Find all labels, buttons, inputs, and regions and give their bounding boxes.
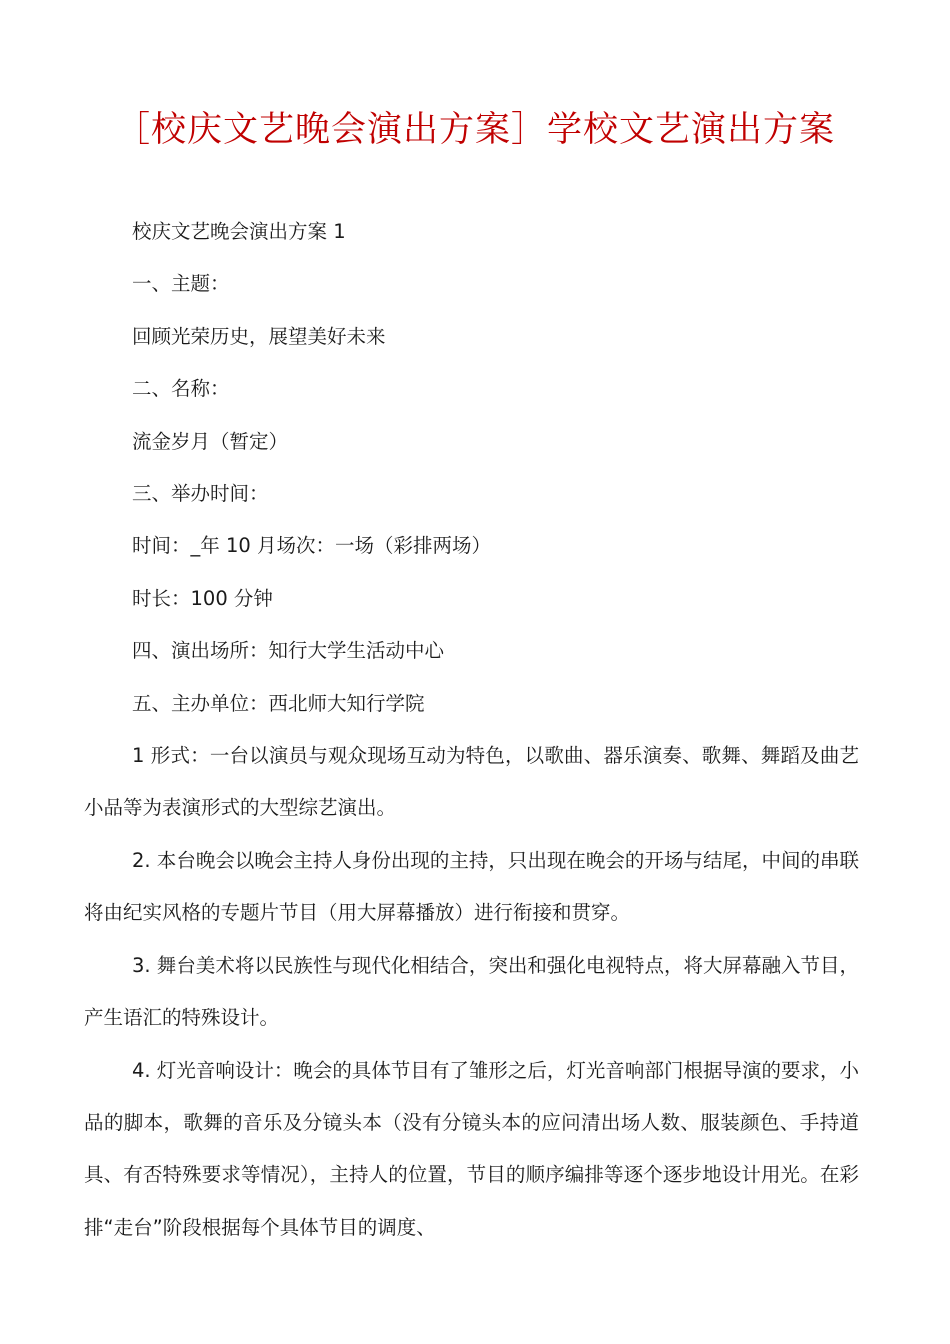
venue-line: 四、演出场所：知行大学生活动中心 — [132, 639, 445, 663]
duration-line: 时长：100 分钟 — [132, 586, 273, 610]
time-line: 时间：_年 10 月场次：一场（彩排两场） — [132, 534, 491, 558]
name-label: 二、名称： — [132, 377, 230, 401]
time-label: 三、举办时间： — [132, 482, 269, 506]
document-title: ［校庆文艺晚会演出方案］学校文艺演出方案 — [114, 110, 835, 150]
item-4-paragraph: 4. 灯光音响设计：晚会的具体节目有了雏形之后，灯光音响部门根据导演的要求，小品的脚本，歌舞的音乐及分镜头本（没有分镜头本的应问清出场人数、服装颜色、手持道具、有否特殊要求等情况），主持人的位置，节目的顺序编排等逐个逐步地设计用光。在彩排“走台”阶段根据每个具体节目的调度、 — [84, 1058, 859, 1239]
section-heading: 校庆文艺晚会演出方案 1 — [132, 220, 346, 243]
item-2-paragraph: 2. 本台晚会以晚会主持人身份出现的主持，只出现在晚会的开场与结尾，中间的串联将由纪实风格的专题片节目（用大屏幕播放）进行衔接和贯穿。 — [84, 848, 859, 925]
theme-text: 回顾光荣历史，展望美好未来 — [132, 324, 386, 348]
theme-label: 一、主题： — [132, 272, 230, 296]
name-text: 流金岁月（暂定） — [132, 429, 289, 453]
item-1-paragraph: 1 形式：一台以演员与观众现场互动为特色，以歌曲、器乐演奏、歌舞、舞蹈及曲艺小品等为表演形式的大型综艺演出。 — [84, 744, 859, 820]
document-body — [84, 206, 859, 1254]
item-3-paragraph: 3. 舞台美术将以民族性与现代化相结合，突出和强化电视特点，将大屏幕融入节目，产生语汇的特殊设计。 — [84, 953, 859, 1030]
organizer-line: 五、主办单位：西北师大知行学院 — [132, 691, 425, 715]
